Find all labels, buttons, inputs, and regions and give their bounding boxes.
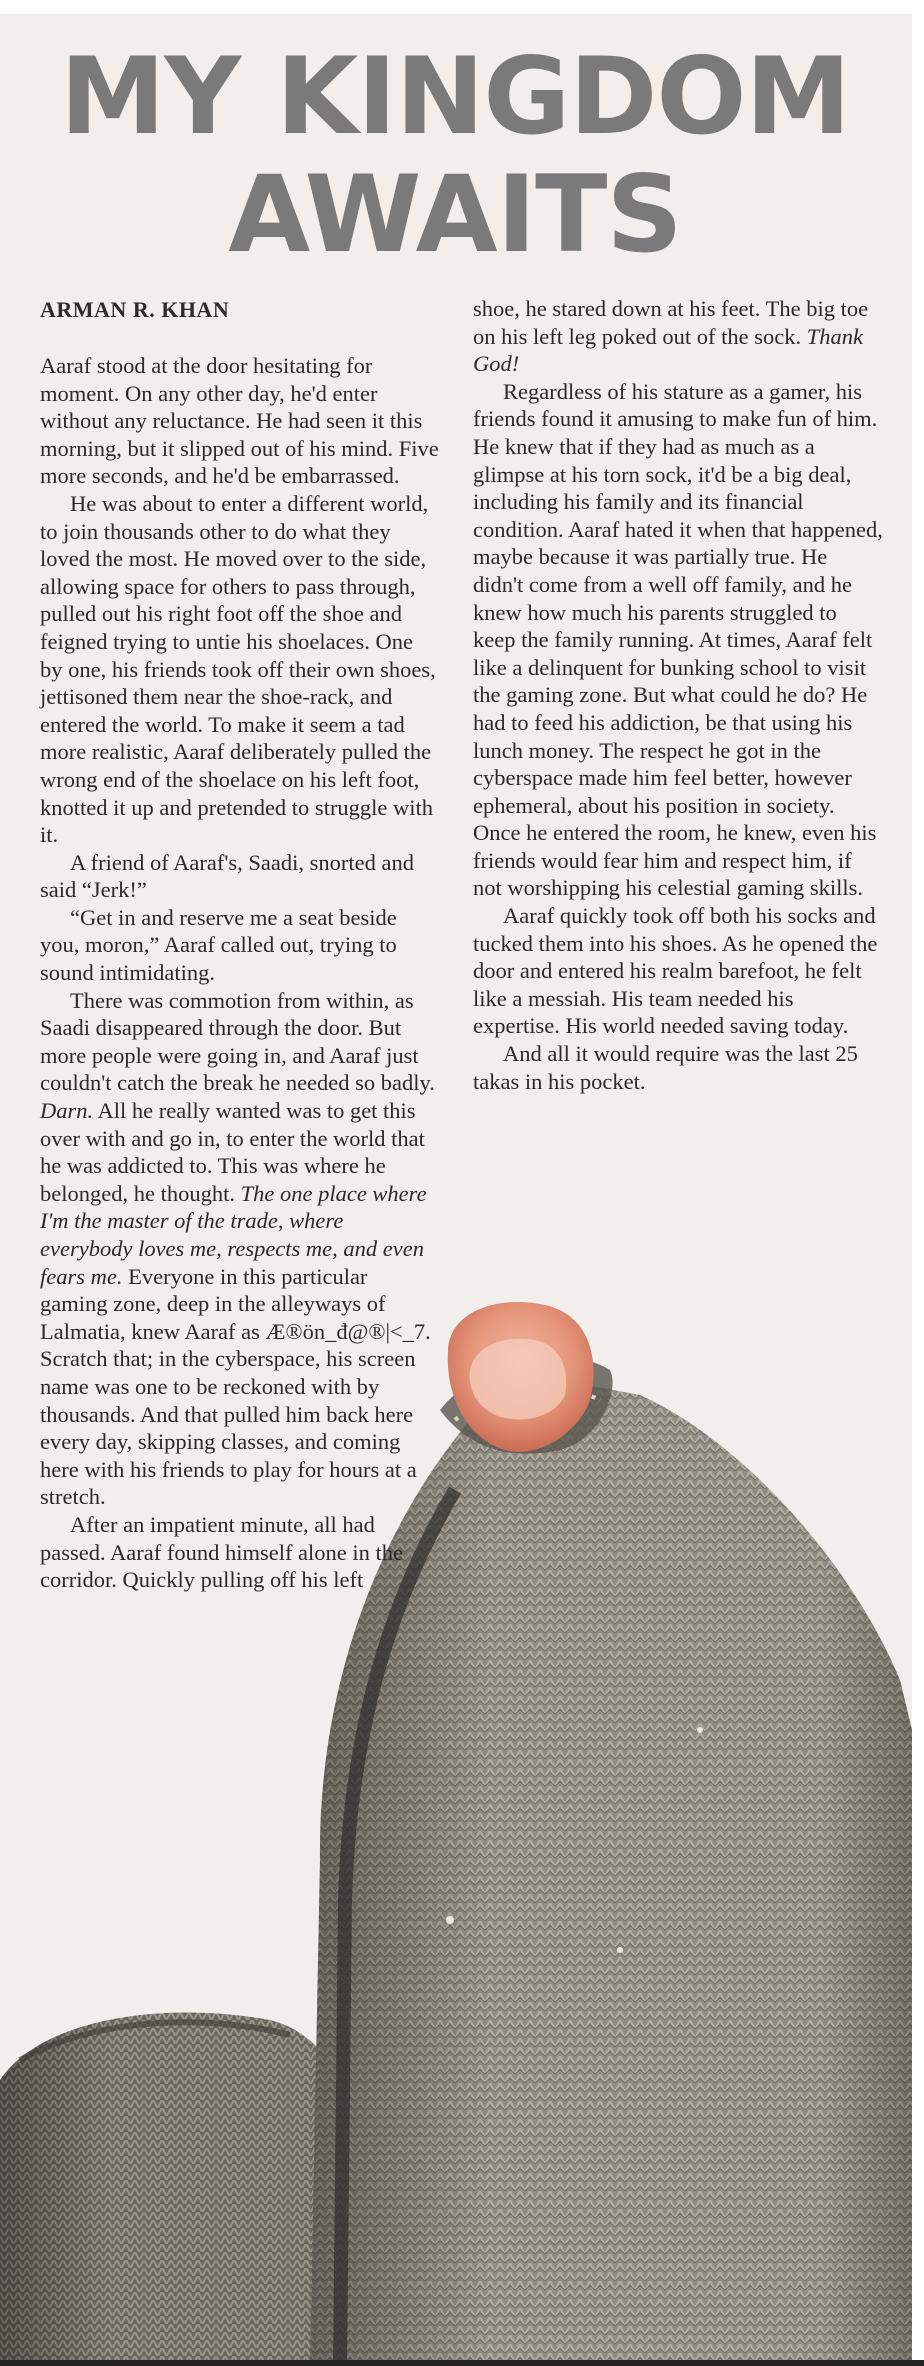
paragraph: A friend of Aaraf's, Saadi, snorted and said “Jerk!”: [40, 849, 414, 903]
paragraph: Aaraf quickly took off both his socks and tucked them into his shoes. As he opened the door and entered his realm barefoot, he felt like a messiah. His team needed his expertise. His world needed saving today.: [473, 903, 878, 1039]
headline: [20, 35, 890, 276]
headline-line-1: MY KINGDOM: [59, 35, 851, 158]
paragraph: Aaraf stood at the door hesitating for moment. On any other day, he'd enter without any reluctance. He had seen it this morning, but it slipped out of his mind. Five more seconds, and he'd be embarrassed.: [40, 353, 439, 489]
bottom-rule: [0, 2360, 924, 2366]
paragraph-emphasis: Thank God!: [473, 323, 863, 377]
paragraph: [473, 295, 883, 378]
paragraph-text: shoe, he stared down at his feet. The big toe on his left leg poked out of the sock.: [473, 296, 869, 349]
paragraph: And all it would require was the last 25 takas in his pocket.: [473, 1041, 858, 1094]
author-byline: ARMAN R. KHAN: [40, 297, 230, 322]
paragraph-emphasis: Darn.: [40, 1098, 94, 1124]
right-margin: [912, 0, 924, 2366]
paragraph-text: There was commotion from within, as Saadi disappeared through the door. But more people were going in, and Aaraf just couldn't catch the break he needed so badly.: [40, 987, 435, 1096]
top-margin: [0, 0, 924, 14]
paragraph-emphasis: The one place where I'm the master of the trade, where everybody loves me, respects me, and even fears me.: [40, 1180, 427, 1289]
paragraph: He was about to enter a different world, to join thousands other to do what they loved the most. He moved over to the side, allowing space for others to pass through, pulled out his right foot off the shoe and feigned trying to untie his shoelaces. One by one, his friends took off their own shoes, jettisoned them near the shoe-rack, and entered the world. To make it seem a tad more realistic, Aaraf deliberately pulled the wrong end of the shoelace on his left foot, knotted it up and pretended to struggle with it.: [40, 490, 436, 848]
paragraph: After an impatient minute, all had passed. Aaraf found himself alone in the corridor. Quickly pulling off his left: [40, 1511, 404, 1593]
right-column: [473, 295, 883, 1095]
paragraph: “Get in and reserve me a seat beside you, moron,” Aaraf called out, trying to sound intimidating.: [40, 904, 397, 986]
paragraph: [40, 987, 440, 1511]
left-column: [40, 352, 440, 1594]
paragraph: Regardless of his stature as a gamer, his friends found it amusing to make fun of him. He knew that if they had as much as a glimpse at his torn sock, it'd be a big deal, including his family and its financial condition. Aaraf hated it when that happened, maybe because it was partially true. He didn't come from a well off family, and he knew how much his parents struggled to keep the family running. At times, Aaraf felt like a delinquent for bunking school to visit the gaming zone. But what could he do? He had to feed his addiction, be that using his lunch money. The respect he got in the cyberspace made him feel better, however ephemeral, about his position in society. Once he entered the room, he knew, even his friends would fear him and respect him, if not worshipping his celestial gaming skills.: [473, 378, 883, 901]
headline-line-2: AWAITS: [228, 153, 682, 276]
paragraph-text: Everyone in this particular gaming zone, deep in the alleyways of Lalmatia, knew Aaraf as Æ®ön_đ@®|<_7. Scratch that; in the cyberspace, his screen name was one to be reckoned with by thousands. And that pulled him back here every day, skipping classes, and coming here with his friends to play for hours at a stretch.: [40, 1263, 431, 1510]
paragraph-text: All he really wanted was to get this over with and go in, to enter the world that he was addicted to. This was where he belonged, he thought.: [40, 1098, 425, 1206]
